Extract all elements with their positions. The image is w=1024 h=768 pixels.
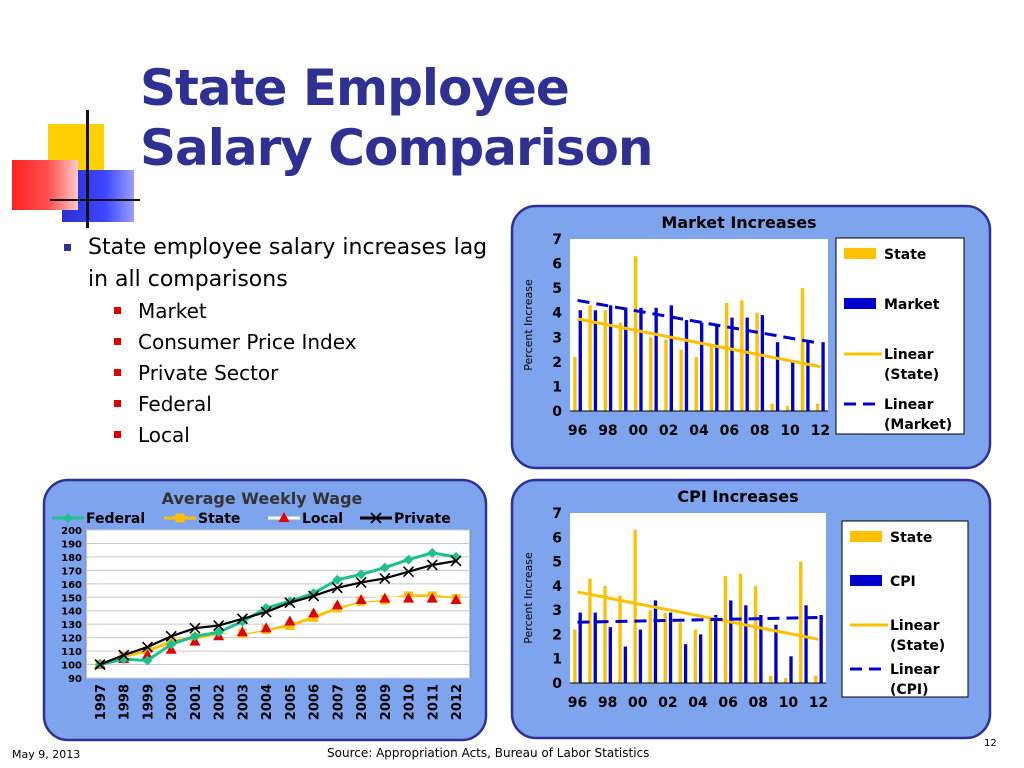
bar-market [730, 318, 733, 411]
legend-label: Linear (State) [890, 618, 946, 654]
legend-label: State [198, 511, 241, 527]
x-tick-label: 08 [749, 423, 770, 439]
y-axis-label: Percent Increase [522, 552, 535, 644]
bar-state [786, 406, 789, 411]
bullet-main [62, 232, 502, 296]
y-tick-label: 170 [61, 566, 82, 578]
legend-label: Linear (State) [884, 347, 940, 383]
y-tick-label: 140 [61, 606, 82, 618]
legend-swatch [850, 575, 882, 586]
y-tick-label: 0 [552, 404, 562, 420]
bar-cpi [699, 634, 702, 683]
y-tick-label: 150 [61, 593, 82, 605]
legend-label: Federal [86, 511, 146, 527]
x-tick-label: 98 [598, 423, 618, 439]
bar-state [603, 586, 606, 683]
bar-state [769, 676, 772, 683]
bar-market [821, 342, 824, 411]
x-tick-label: 2006 [307, 684, 323, 721]
x-tick-label: 10 [778, 695, 799, 711]
bar-market [579, 310, 582, 411]
x-tick-label: 12 [808, 695, 829, 711]
bar-state [664, 340, 667, 411]
x-tick-label: 2009 [378, 684, 394, 721]
y-tick-label: 110 [61, 647, 82, 659]
cpi-increases-chart [510, 478, 992, 740]
bar-market [685, 320, 688, 411]
slide-title [140, 58, 652, 178]
chart-title: Market Increases [661, 213, 817, 232]
sub-bullet-square-icon [114, 369, 121, 376]
sub-bullet [114, 327, 502, 358]
y-tick-label: 90 [68, 674, 82, 685]
x-tick-label: 2004 [260, 684, 276, 721]
legend-label: Private [394, 511, 451, 527]
bar-state [618, 596, 621, 683]
legend-label: State [884, 247, 927, 263]
x-tick-label: 04 [688, 695, 708, 711]
sub-bullet [114, 420, 502, 451]
x-tick-label: 1999 [141, 684, 157, 721]
x-tick-label: 06 [718, 695, 738, 711]
y-tick-label: 3 [552, 330, 562, 347]
x-tick-label: 98 [597, 695, 618, 711]
x-tick-label: 10 [780, 423, 800, 439]
source-note: Source: Appropriation Acts, Bureau of Labor Statistics [327, 746, 650, 760]
sub-bullet [114, 358, 502, 389]
bar-state [694, 630, 697, 683]
decor-horizontal-line [50, 199, 140, 201]
x-tick-label: 1997 [94, 684, 109, 721]
bar-state [695, 357, 698, 411]
x-tick-label: 2007 [331, 684, 347, 721]
bullet-square-icon [64, 244, 71, 251]
x-tick-label: 2003 [236, 684, 252, 721]
bar-cpi [639, 630, 642, 683]
sub-bullet-square-icon [114, 400, 121, 407]
x-tick-label: 2010 [402, 684, 418, 721]
x-tick-label: 04 [689, 423, 709, 439]
y-tick-label: 200 [61, 526, 82, 537]
bar-cpi [609, 627, 612, 683]
bar-state [679, 622, 682, 683]
y-tick-label: 120 [61, 633, 82, 645]
sub-bullet-square-icon [114, 431, 121, 438]
bar-cpi [669, 613, 672, 683]
legend-label: Market [884, 297, 940, 313]
y-tick-label: 6 [552, 530, 562, 547]
legend-label: Linear (CPI) [890, 662, 940, 698]
bar-market [609, 305, 612, 411]
x-tick-label: 2005 [283, 684, 299, 721]
x-tick-label: 02 [658, 423, 679, 439]
x-tick-label: 02 [658, 695, 678, 711]
sub-bullet-square-icon [114, 307, 121, 314]
bar-cpi [714, 615, 717, 683]
legend-swatch [844, 298, 876, 309]
y-tick-label: 7 [552, 232, 562, 248]
bar-market [761, 315, 764, 411]
bar-state [634, 256, 637, 411]
y-tick-label: 100 [61, 660, 82, 672]
x-tick-label: 00 [628, 695, 648, 711]
y-tick-label: 3 [552, 603, 562, 620]
bar-state [724, 576, 727, 683]
market-increases-chart [510, 204, 992, 470]
chart-title: CPI Increases [677, 487, 799, 506]
y-tick-label: 0 [552, 676, 562, 692]
bar-state [619, 323, 622, 411]
y-tick-label: 4 [552, 305, 562, 322]
legend-swatch [850, 531, 882, 542]
bar-cpi [654, 600, 657, 683]
legend-label: Linear (Market) [884, 397, 953, 433]
y-tick-label: 1 [552, 379, 562, 396]
title-line-2: Salary Comparison [140, 119, 653, 177]
page-number: 12 [984, 738, 997, 749]
x-tick-label: 2011 [426, 684, 442, 721]
bar-state [664, 613, 667, 683]
x-tick-label: 12 [810, 423, 831, 439]
sub-bullet-text: Consumer Price Index [138, 330, 357, 354]
legend-label: Local [302, 511, 344, 527]
bar-state [633, 530, 636, 683]
y-tick-label: 160 [61, 579, 82, 591]
y-tick-label: 2 [552, 354, 562, 371]
bar-market [654, 308, 657, 411]
x-tick-label: 96 [567, 695, 588, 711]
bullet-list [62, 232, 502, 451]
sub-bullet-square-icon [114, 338, 121, 345]
x-tick-label: 96 [567, 423, 588, 439]
y-tick-label: 5 [552, 281, 562, 298]
decor-vertical-line [86, 110, 89, 228]
sub-bullet-text: Local [138, 423, 190, 447]
bar-state [709, 617, 712, 683]
bar-market [776, 342, 779, 411]
bar-cpi [774, 625, 777, 683]
x-tick-label: 00 [628, 423, 649, 439]
y-tick-label: 4 [552, 578, 562, 595]
x-tick-label: 08 [748, 695, 768, 711]
bar-state [814, 676, 817, 683]
bar-state [801, 288, 804, 411]
y-tick-label: 180 [61, 552, 82, 564]
bar-cpi [594, 613, 597, 683]
bar-state [740, 300, 743, 411]
sub-bullet-text: Private Sector [138, 361, 279, 385]
bar-cpi [819, 615, 822, 683]
x-tick-label: 2000 [165, 684, 181, 721]
bar-state [816, 404, 819, 411]
x-tick-label: 2002 [212, 684, 228, 721]
bar-market [806, 342, 809, 411]
x-tick-label: 2012 [450, 684, 465, 721]
sub-bullet-text: Market [138, 299, 207, 323]
x-tick-label: 2001 [188, 684, 204, 721]
legend-label: State [890, 530, 933, 546]
bar-market [715, 325, 718, 411]
bullet-main-text: State employee salary increases lag in all comparisons [88, 235, 488, 292]
x-tick-label: 1998 [117, 684, 133, 721]
legend-label: CPI [890, 574, 916, 590]
bar-state [649, 337, 652, 411]
bar-state [710, 345, 713, 411]
y-tick-label: 6 [552, 256, 562, 273]
legend-swatch [844, 248, 876, 259]
sub-bullet [114, 389, 502, 420]
bar-market [791, 362, 794, 411]
bar-state [771, 404, 774, 411]
bar-market [594, 310, 597, 411]
bar-market [639, 308, 642, 411]
bar-state [754, 586, 757, 683]
bar-market [624, 308, 627, 411]
y-tick-label: 2 [552, 627, 562, 644]
bar-market [700, 323, 703, 411]
title-line-1: State Employee [140, 59, 569, 117]
footer-date: May 9, 2013 [12, 748, 81, 761]
bar-cpi [789, 656, 792, 683]
bar-state [573, 357, 576, 411]
x-tick-label: 2008 [355, 684, 371, 721]
bar-state [725, 303, 728, 411]
bar-state [573, 630, 576, 683]
y-axis-label: Percent Increase [522, 279, 535, 371]
bar-state [799, 562, 802, 683]
bar-state [649, 610, 652, 683]
chart-title: Average Weekly Wage [161, 489, 363, 508]
sub-bullet [114, 296, 502, 327]
y-tick-label: 5 [552, 554, 562, 571]
bar-state [739, 574, 742, 683]
bar-state [679, 350, 682, 411]
bar-cpi [684, 644, 687, 683]
y-tick-label: 130 [61, 620, 82, 632]
x-tick-label: 06 [719, 423, 740, 439]
average-weekly-wage-chart [42, 478, 488, 742]
bar-state [755, 313, 758, 411]
bar-market [670, 305, 673, 411]
legend-marker [176, 514, 185, 523]
bar-cpi [624, 647, 627, 683]
y-tick-label: 7 [552, 506, 562, 522]
sub-bullet-text: Federal [138, 392, 212, 416]
bar-cpi [744, 605, 747, 683]
bar-cpi [729, 600, 732, 683]
bar-cpi [759, 615, 762, 683]
y-tick-label: 190 [61, 539, 82, 551]
y-tick-label: 1 [552, 651, 562, 668]
decor-red-square [12, 160, 78, 210]
bar-state [784, 678, 787, 683]
